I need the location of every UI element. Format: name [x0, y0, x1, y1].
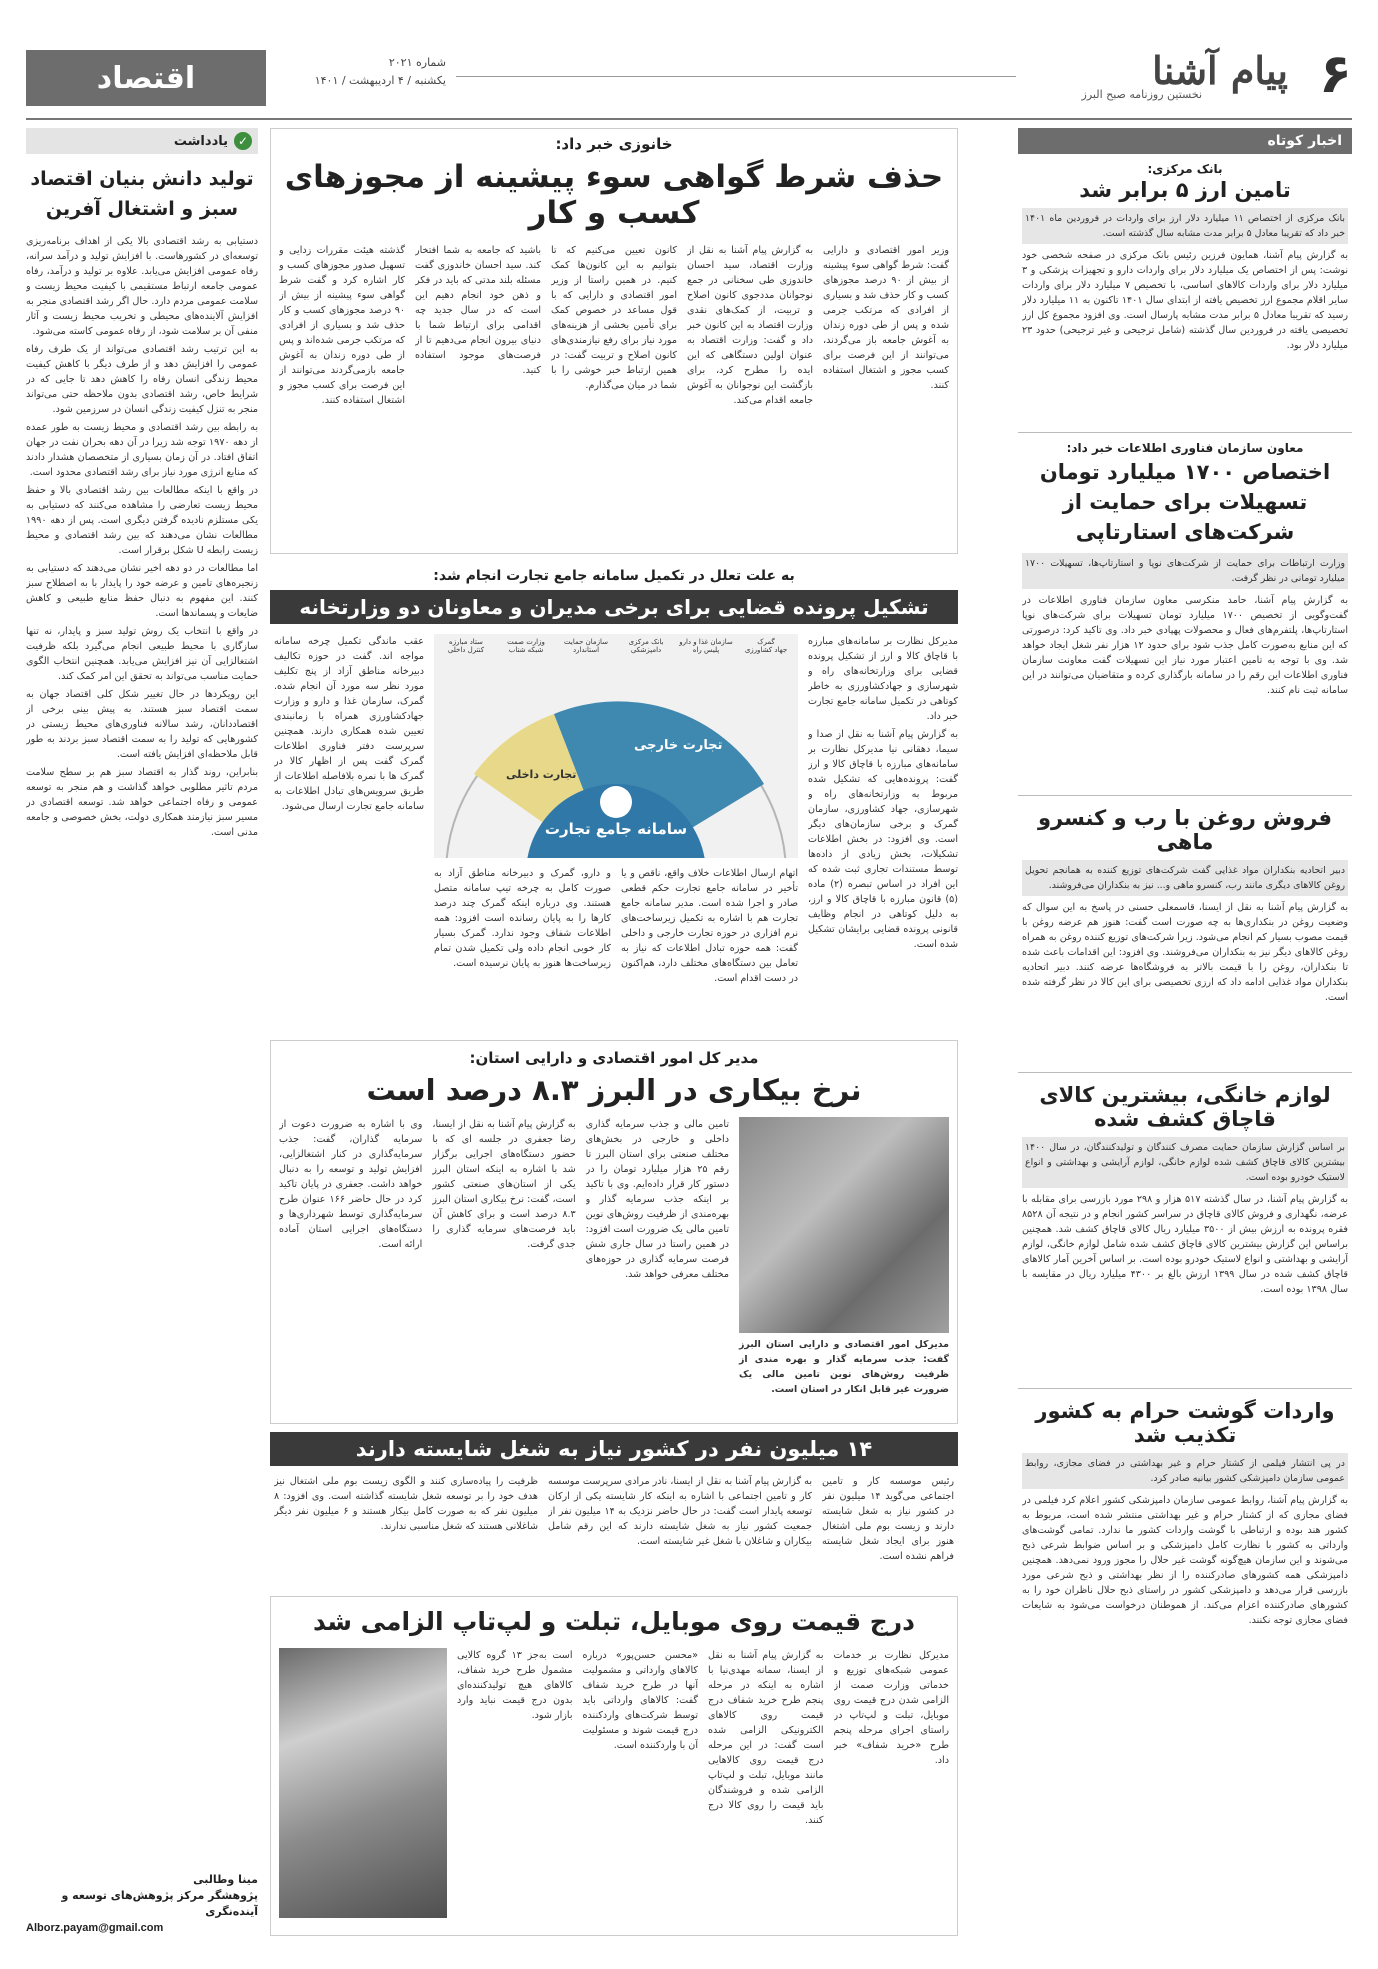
paragraph: به گزارش پیام آشنا به نقل از صدا و سیما، دهقانی نیا مدیرکل نظارت بر سامانه‌های مبارزه با قاچاق کالا و ارز گفت: پرونده‌هایی که تشکیل شده مربوط به وزارتخانه‌های راه و شهرسازی، جهاد کشاورزی، سازمان گمرک و برخی سازمان‌های دیگر است. وی افزود: در بخش اطلاعات تشکیلات، بخش زیادی از داده‌ها توسط مستندات تجاری ثبت شده که این افراد در اساس تبصره (۲) ماده (۵) قانون مبارزه با قاچاق کالا و ارز، به دلیل کوتاهی در انجام وظایف قانونی پرونده قضایی برایشان تشکیل شده است.: [808, 729, 958, 950]
editorial-title: تولید دانش بنیان اقتصاد سبز و اشتغال آفرین: [30, 168, 254, 220]
paragraph: مدیرکل نظارت بر سامانه‌های مبارزه با قاچاق کالا و ارز از تشکیل پرونده قضایی برای وزارتخانه‌های راه و شهرسازی و جهادکشاورزی به خاطر کوتاهی در تکمیل سامانه جامع تجارت خبر داد.: [808, 636, 958, 722]
second-story-col: [808, 634, 958, 1038]
sidebar-item-body: به گزارش پیام آشنا، در سال گذشته ۵۱۷ هزار و ۲۹۸ مورد بازرسی برای مقابله با عرضه، نگهداری و فروش کالای قاچاق در سراسر کشور انجام و در نتیجه آن ۸۵۲۸ فقره پرونده به ارزش بیش از ۳۵۰۰ میلیارد ریال کالای قاچاق کشف شد. همچنین براساس این گزارش بیشترین کالای قاچاق کشف شده شامل لوازم خانگی، لوازم آرایشی و بهداشتی و انواع لاستیک خودرو بوده است. بر اساس آخرین آمار کالاهای قاچاق کشف شده در سال ۱۳۹۹ ارزش بالغ بر ۴۳۰۰ میلیارد ریال در مقایسه با سال ۱۳۹۸ بوده است.: [1022, 1194, 1348, 1295]
second-story-title-bar: [270, 590, 958, 624]
third-story-photo-block: [739, 1117, 949, 1417]
third-story-body: [271, 1117, 957, 1417]
sidebar-item-lead: در پی انتشار فیلمی از کشتار حرام و غیر بهداشتی در فضای مجازی، روابط عمومی سازمان دامپزشکی کشور بیانیه صادر کرد.: [1022, 1453, 1348, 1489]
sidebar-item-lead: بر اساس گزارش سازمان حمایت مصرف کنندگان و تولیدکنندگان، در سال ۱۴۰۰ بیشترین کالای قاچاق کشف شده لوازم خانگی، لوازم آرایشی و بهداشتی و انواع لاستیک خودرو بوده است.: [1022, 1137, 1348, 1188]
issue-date: یکشنبه / ۴ اردیبهشت / ۱۴۰۱: [314, 74, 446, 87]
sidebar-item-body: به گزارش پیام آشنا، روابط عمومی سازمان دامپزشکی کشور اعلام کرد فیلمی در فضای مجازی که از کشتار حرام و غیر بهداشتی منتشر شده است، مربوط به کشور هند بوده و ارتباطی با گوشت واردات کشور ما ندارد. تمامی گوشت‌های وارداتی به کشور با نظارت کامل دامپزشکی و بر اساس ضوابط شرعی ذبح می‌شوند و این سازمان هیچ‌گونه گوشت غیر حلال را مجوز ورود نمی‌دهد. همچنین دامپزشکی همه کشورهای صادرکننده را از نظر بهداشتی و ذبح شرعی مورد بازرسی قرار می‌دهد و دامپزشکی کشور در راستای ذبح حلال ناظران خود را به کشورهای صادرکننده اعزام می‌کند. از هموطنان درخواست می‌شود به شایعات فضای مجازی توجه نکنند.: [1022, 1495, 1348, 1626]
editorial: [26, 128, 258, 1936]
second-story-lower: [434, 866, 798, 1038]
second-story-center: [434, 634, 798, 1038]
masthead: [26, 42, 1352, 120]
fourth-story-col: رئیس موسسه کار و تامین اجتماعی می‌گوید ۱۴ میلیون نفر در کشور نیاز به شغل شایسته دارند و زیست بوم ملی اشتغال هنوز برای ایجاد شغل شایسته فراهم نشده است.: [822, 1476, 954, 1562]
third-story-col: وی با اشاره به ضرورت دعوت از سرمایه گذاران، گفت: جذب سرمایه‌گذاری در کنار اشتغالزایی، افزایش تولید و توسعه را به دنبال خواهد داشت. جعفری در پایان تاکید کرد در حال حاضر ۱۶۶ عنوان طرح سرمایه‌گذاری توسط شهرداری‌ها و دستگاه‌های اجرایی استان آماده ارائه است.: [279, 1119, 423, 1250]
sidebar-item-lead: دبیر اتحادیه بنکداران مواد غذایی گفت شرکت‌های توزیع کننده به همانجم تحویل روغن کالاهای دیگری مانند رب، کنسرو ماهی و... نیز به بنکداران می‌فروشند.: [1022, 860, 1348, 896]
sidebar-item: [1018, 1389, 1352, 1839]
second-story-col: و دارو، گمرک و دبیرخانه مناطق آزاد به صورت کامل به چرخه تیپ سامانه متصل هستند. وی درباره اینکه گمرک چند درصد کارها را به پایان رسانده است افزود: همه اطلاعات شفاف وجود ندارد. گمرک بسیار کار خوبی انجام داده ولی تکمیل شدن تمام زیرساخت‌ها هنوز به پایان نرسیده است.: [434, 868, 611, 969]
main-story-title: حذف شرط گواهی سوء پیشینه از مجوزهای کسب و کار: [284, 159, 944, 231]
main-story-col: وزیر امور اقتصادی و دارایی گفت: شرط گواهی سوء پیشینه از بیش از ۹۰ درصد مجوزهای کسب و کار حذف شد و بسیاری از افرادی که مرتکب جرمی شده و پس از طی دوره زندان به آغوش جامعه باز می‌گردند، می‌توانند از این فرصت برای کسب مجوز و اشتغال استفاده کنند.: [823, 245, 949, 391]
fifth-story-body: [271, 1648, 957, 1918]
main-story-col: باشید که جامعه به شما افتخار کند. سید احسان خاندوزی گفت مسئله بلند مدتی که باید در فکر و ذهن خود انجام دهیم این است که در سال جدید چه اقدامی برای ارتباط شما با دنیای بیرون انجام می‌دهیم تا از فرصت‌های موجود استفاده کنید.: [415, 245, 541, 376]
fourth-story-title: ۱۴ میلیون نفر در کشور نیاز به شغل شایسته دارند: [355, 1437, 873, 1461]
paragraph: در واقع با انتخاب یک روش تولید سبز و پایدار، نه تنها سازگاری با محیط طبیعی انجام می‌گیرد بلکه ظرفیت اشتغالزایی آن نیز افزایش می‌یابد. همچنین انتخاب الگوی حمایت مناسب می‌تواند به تحقق این امر کمک کند.: [26, 626, 258, 682]
paragraph: به این ترتیب رشد اقتصادی می‌تواند از یک طرف رفاه عمومی را افزایش دهد و از طرف دیگر با کاهش کیفیت محیط زندگی انسان رفاه را کاهش دهد تا جایی که در شرایط خاص، رشد اقتصادی بدون ملاحظه حتی می‌تواند منجر به تنزل کیفیت زندگی انسان در سرزمین شود.: [26, 344, 258, 415]
diagram-ring2-label: تجارت داخلی: [506, 768, 577, 781]
paragraph: بنابراین، روند گذار به اقتصاد سبز هم بر سطح سلامت مردم تاثیر مطلوبی خواهد گذاشت و هم منجر به توسعه عمومی و رفاه اجتماعی خواهد شد. توسعه اقتصادی در مسیر سبز نیازمند همکاری دولت، بخش خصوصی و جامعه مدنی است.: [26, 767, 258, 838]
second-story-body: [270, 634, 958, 1038]
sidebar-header: [1018, 128, 1352, 154]
second-story-col: عقب ماندگی تکمیل چرخه سامانه مواجه اند. گفت در حوزه تکالیف دبیرخانه مناطق آزاد از پنج تکلیف مورد نظر سه مورد آن انجام شده. گمرک، سازمان غذا و دارو و وزارت جهادکشاورزی همراه با زمانبندی تعیین شده همکاری دارند. همچنین سرپرست دفتر فناوری اطلاعات گمرک گفت پس از اظهار کالا در گمرک ها با نمره بلافاصله اطلاعات از طریق سرویس‌های تبادل اطلاعات به سامانه جامع تجارت ارسال می‌شود.: [274, 636, 424, 812]
section-title: اقتصاد: [96, 60, 196, 96]
editorial-signature: [26, 1872, 258, 1936]
main-story-kicker: خانوزی خبر داد:: [555, 135, 673, 153]
paragraph: در واقع با اینکه مطالعات بین رشد اقتصادی بالا و حفظ محیط زیست تعارضی را مشاهده می‌کنند که دستیابی به یکی مستلزم نادیده گرفتن دیگری است. پس از دهه ۱۹۹۰ مطالعات نشان می‌دهند که بین رشد اقتصادی و محیط زیست رابطه U شکل برقرار است.: [26, 485, 258, 556]
diagram-center-label: سامانه جامع تجارت: [544, 820, 688, 838]
emblem: [600, 786, 632, 818]
main-story: [270, 128, 958, 554]
agency-logo: سازمان غذا و دارو: [679, 638, 733, 646]
masthead-rule: [456, 76, 1016, 77]
paragraph: دستیابی به رشد اقتصادی بالا یکی از اهداف برنامه‌ریزی توسعه‌ای در کشورهاست. با افزایش تولید و درآمد سرانه، رفاه عمومی افزایش می‌یابد. علاوه بر تولید و درآمد، رفاه عمومی جامعه ارتباط مستقیمی با کیفیت محیط زیست و سلامت عمومی مردم دارد. حال اگر رشد اقتصادی منجر به افزایش آلاینده‌های محیطی و تخریب محیط زیست و آثار منفی آن بر سلامت شود، از رفاه عمومی کاسته می‌شود.: [26, 236, 258, 337]
sidebar-item: [1018, 796, 1352, 1073]
sidebar-item: [1018, 154, 1352, 433]
author-affiliation: پژوهشگر مرکز پژوهش‌های توسعه و آینده‌نگری: [61, 1889, 258, 1918]
fifth-story-title: درج قیمت روی موبایل، تبلت و لپ‌تاپ الزامی شد: [312, 1607, 916, 1636]
men-photo: [739, 1117, 949, 1333]
editorial-body: [26, 234, 258, 1844]
fifth-story-col: «محسن حسن‌پور» درباره کالاهای وارداتی و مشمولیت آنها در طرح خرید شفاف گفت: کالاهای وارداتی باید توسط شرکت‌های واردکننده درج قیمت شوند و مسئولیت آن با واردکننده است.: [582, 1650, 698, 1751]
diagram-ring1-label: تجارت خارجی: [634, 738, 723, 753]
section-banner: [26, 50, 266, 106]
third-story-col: تامین مالی و جذب سرمایه گذاری داخلی و خارجی در بخش‌های مختلف صنعتی برای استان البرز تا رقم ۲۵ هزار میلیارد تومان را در دستور کار قرار داده‌ایم. وی با تاکید بر اینکه جذب سرمایه گذار و بهره‌مندی از ظرفیت روش‌های نوین تامین مالی یک ضرورت است افزود: در همین راستا در سال جاری شش فرصت سرمایه گذاری در حوزه‌های مختلف معرفی خواهد شد.: [585, 1119, 729, 1280]
fourth-story-body: [270, 1474, 958, 1580]
sidebar-item-title: فروش روغن با رب و کنسرو ماهی: [1037, 806, 1333, 854]
agency-logo: سازمان حمایت: [564, 638, 608, 646]
sidebar-item-body: به گزارش پیام آشنا، حامد منکرسی معاون سازمان فناوری اطلاعات در گفت‌وگویی از تخصیص ۱۷۰۰ میلیارد تومان تسهیلات برای شرکت‌های نوپا استارتاپ‌ها، پلتفرم‌های فعال و محصولات پهپادی خبر داد. وی تاکید کرد: درصورتی که این منابع به‌صورت کامل جذب شود برای حدود ۱۲ هزار نفر شغل ایجاد خواهد شد. وی با توجه به تامین اعتبار مورد نیاز این تسهیلات گفت معاونت سازمان فناوری اطلاعات این رقم را در سامانه بارگذاری کرده و متقاضیان می‌توانند در این سامانه ثبت نام کنند.: [1022, 595, 1348, 696]
sidebar-title: اخبار کوتاه: [1267, 133, 1342, 149]
sidebar-item-title: تامین ارز ۵ برابر شد: [1079, 178, 1291, 202]
second-story-kicker: به علت تعلل در تکمیل سامانه جامع تجارت انجام شد:: [433, 568, 795, 584]
second-story-title: تشکیل پرونده قضایی برای برخی مدیران و معاونان دو وزارتخانه: [299, 595, 929, 619]
author-email[interactable]: Alborz.payam@gmail.com: [26, 1922, 164, 1934]
third-story-kicker: مدیر کل امور اقتصادی و دارایی استان:: [469, 1049, 759, 1067]
phone-shop-photo: [279, 1648, 447, 1918]
check-icon: ✓: [234, 132, 252, 150]
editorial-tag-bar: [26, 128, 258, 154]
sidebar-item-title: واردات گوشت حرام به کشور تکذیب شد: [1035, 1399, 1335, 1447]
fifth-story-col: به گزارش پیام آشنا به نقل از ایسنا، سمانه مهدی‌نیا با اشاره به اینکه در مرحله پنجم طرح خرید شفاف درج قیمت روی کالاهای الکترونیکی الزامی شده است گفت: در این مرحله درج قیمت روی کالاهایی مانند موبایل، تبلت و لپ‌تاپ الزامی شده و فروشندگان باید قیمت را روی کالا درج کنند.: [708, 1650, 824, 1826]
main-story-col: گذشته هیئت مقررات زدایی و تسهیل صدور مجوزهای کسب و کار اشاره کرد و گفت شرط گواهی سوء پیشینه از بیش از ۹۰ درصد مجوزهای کسب و کار حذف شد و بسیاری از افرادی که مرتکب جرمی شده‌اند و پس از طی دوره زندان به آغوش جامعه بازمی‌گردند می‌توانند از این فرصت برای کسب مجوز و اشتغال استفاده کنند.: [279, 245, 405, 406]
page-number: ۶: [1319, 42, 1352, 105]
agency-logo: شبکه شتاب: [508, 646, 544, 654]
issue-number: شماره ۲۰۲۱: [388, 56, 446, 69]
agency-logo: وزارت صمت: [507, 638, 545, 646]
editorial-tag: یادداشت: [173, 133, 228, 149]
third-story-col: به گزارش پیام آشنا به نقل از ایسنا، رضا جعفری در جلسه ای که با حضور دستگاه‌های اجرایی برگزار شد با اشاره به اینکه استان البرز یکی از استان‌های صنعتی کشور است، گفت: نرخ بیکاری استان البرز ۸.۳ درصد است و برای کاهش آن باید فرصت‌های سرمایه گذاری را جدی گرفت.: [432, 1119, 576, 1250]
sidebar-item-title: لوازم خانگی، بیشترین کالای قاچاق کشف شده: [1039, 1083, 1331, 1131]
sidebar-short-news: [1018, 128, 1352, 1936]
sidebar-item-kicker: معاون سازمان فناوری اطلاعات خبر داد:: [1066, 441, 1304, 455]
issue-info: [276, 54, 446, 90]
main-story-col: به گزارش پیام آشنا به نقل از وزارت اقتصاد، سید احسان خاندوزی طی سخنانی در جمع نوجوانان مددجوی کانون اصلاح و تربیت، از کمک‌های نقدی وزارت اقتصاد به این کانون خبر داد و گفت: وزارت اقتصاد به عنوان اولین دستگاهی که این ایده را مطرح کرد، برای بازگشت این نوجوانان به آغوش جامعه اقدام می‌کند.: [687, 245, 813, 406]
sidebar-item-lead: بانک مرکزی از اختصاص ۱۱ میلیارد دلار ارز برای واردات در فروردین ماه ۱۴۰۱ خبر داد که تقریبا معادل ۵ برابر مدت مشابه سال گذشته است.: [1022, 208, 1348, 244]
paragraph: اما مطالعات در دو دهه اخیر نشان می‌دهند که دستیابی به زنجیره‌های تامین و عرضه خود را پایدار با به اصطلاح سبز کنند. این مفهوم به دنبال حفظ منابع طبیعی و کاهش ضایعات و پسماندها است.: [26, 563, 258, 619]
fourth-story-col: ظرفیت را پیاده‌سازی کنند و الگوی زیست بوم ملی اشتغال نیز هدف خود را بر توسعه شغل شایسته گذاشته است. وی افزود: ۸ میلیون نفر که به صورت کامل بیکار هستند و ۶ میلیون نفر دیگر شاغلانی هستند که شغل مناسبی ندارند.: [274, 1476, 538, 1532]
agency-logo: جهاد کشاورزی: [744, 646, 788, 654]
trade-system-diagram: [434, 634, 798, 858]
agency-logo: دامپزشکی: [630, 646, 662, 654]
fourth-story-title-bar: [270, 1432, 958, 1466]
sidebar-item-body: به گزارش پیام آشنا، همایون فرزین رئیس بانک مرکزی در صفحه شخصی خود نوشت: پس از اختصاص یک میلیارد دلار برای واردات دارو و تجهیزات پزشکی و ۳ میلیارد دلار برای واردات کالاهای اساسی، با تخصیص ۷ میلیارد دلار برای واردات سایر اقلام مجموع ارز تخصیص یافته از ابتدای سال ۱۴۰۱ تاکنون به ۱۱ میلیارد دلار رسید که تقریبا معادل ۵ برابر مدت مشابه پارسال است. وی افزود مجموع کل ارز تخصیصی یافته در فروردین سال گذشته (شامل ترجیحی و غیر ترجیحی) حدود ۲۳ میلیارد دلار بود.: [1022, 250, 1348, 351]
main-story-col: کانون تعیین می‌کنیم که تا بتوانیم به این کانون‌ها کمک کنیم. در همین راستا از وزیر امور اقتصادی و دارایی که با قول مساعد در خصوص کمک برای تأمین بخشی از هزینه‌های مورد نیاز برای رفع نیازمندی‌های کانون اصلاح و تربیت گفت: در همین ارتباط خبر خوشی را با شما در میان می‌گذارم.: [551, 245, 677, 391]
sidebar-item-lead: وزارت ارتباطات برای حمایت از شرکت‌های نوپا و استارتاپ‌ها، تسهیلات ۱۷۰۰ میلیارد تومانی در نظر گرفت.: [1022, 553, 1348, 589]
fifth-story: [270, 1596, 958, 1936]
third-story: [270, 1040, 958, 1424]
fifth-story-col: است به‌جز ۱۳ گروه کالایی مشمول طرح خرید شفاف، کالاهای هیچ تولیدکننده‌ای بدون درج قیمت نباید وارد بازار شود.: [457, 1650, 573, 1721]
agency-logo: پلیس راه: [692, 646, 720, 654]
agency-logo: ستاد مبارزه: [449, 638, 483, 646]
agency-logo: استاندارد: [572, 646, 600, 654]
fifth-story-col: مدیرکل نظارت بر خدمات عمومی شبکه‌های توزیع و خدماتی وزارت صمت از الزامی شدن درج قیمت روی موبایل، تبلت و لپ‌تاپ در راستای اجرای مرحله پنجم طرح «خرید شفاف» خبر داد.: [833, 1650, 949, 1766]
second-story: [270, 568, 958, 1038]
agency-logo: کنترل داخلی: [447, 646, 485, 654]
sidebar-item-body: به گزارش پیام آشنا به نقل از ایسنا، قاسمعلی حسنی در پاسخ به این سوال که وضعیت روغن در بنکداری‌ها به چه صورت است گفت: هنوز هم عرضه روغن با قیمت مصوب بسیار کم انجام می‌شود. زیرا شرکت‌های توزیع کننده روغن به همراه روغن کالاهای دیگر نیز به بنکداران می‌فروشند. وی افزود: این اقدامات باعث شده تا بنکداران، روغن را با قیمت بالاتر به فروشگاه‌ها عرضه کنند. دبیر اتحادیه بنکداران مواد غذایی ادامه داد که ارزی تخصیصی برای این کالا در نظر گرفته شده است.: [1022, 902, 1348, 1003]
paragraph: به رابطه بین رشد اقتصادی و محیط زیست به طور عمده از دهه ۱۹۷۰ توجه شد زیرا در آن دهه بحران نفت در جهان اتفاق افتاد. در آن زمان بسیاری از متخصصان هشدار دادند که منابع انرژی مورد نیاز برای رشد اقتصادی محدود است.: [26, 422, 258, 478]
fourth-story: [270, 1432, 958, 1588]
main-story-columns: [271, 243, 957, 543]
paragraph: این رویکردها در حال تغییر شکل کلی اقتصاد جهان به سمت اقتصاد سبز هستند. به پیش بینی برخی از اقتصاددانان، رشد سالانه فناوری‌های محیط زیستی در کشورهایی که تولید را به سمت اقتصاد سبز بردند به طور قابل ملاحظه‌ای افزایش یافته است.: [26, 689, 258, 760]
sidebar-item: [1018, 433, 1352, 796]
agency-logo: بانک مرکزی: [628, 638, 664, 646]
sidebar-item: [1018, 1073, 1352, 1389]
third-story-title: نرخ بیکاری در البرز ۸.۳ درصد است: [366, 1073, 862, 1107]
newspaper-logo: پیام آشنا: [1152, 48, 1288, 93]
agency-logo: گمرک: [757, 638, 775, 646]
sidebar-item-kicker: بانک مرکزی:: [1147, 162, 1223, 176]
sidebar-item-title: اختصاص ۱۷۰۰ میلیارد تومان تسهیلات برای حمایت از شرکت‌های استارتاپی: [1039, 460, 1331, 544]
tagline: نخستین روزنامه صبح البرز: [1081, 88, 1202, 101]
photo-caption: مدیرکل امور اقتصادی و دارایی استان البرز گفت: جذب سرمایه گذار و بهره مندی از ظرفیت روش‌های نوین تامین مالی یک ضرورت غیر قابل انکار در استان است.: [739, 1339, 949, 1395]
fourth-story-col: به گزارش پیام آشنا به نقل از ایسنا، نادر مرادی سرپرست موسسه کار و تامین اجتماعی با اشاره به اینکه کار شایسته یکی از ارکان توسعه پایدار است گفت: در حال حاضر نزدیک به ۱۴ میلیون نفر از جمعیت کشور نیاز به شغل شایسته دارند که این رقم شامل بیکاران و شاغلان با شغل غیر شایسته است.: [548, 1476, 812, 1547]
second-story-col: اتهام ارسال اطلاعات خلاف واقع، ناقص و یا تأخیر در سامانه جامع تجارت حکم قطعی صادر و اجرا شده است. مدیر سامانه جامع تجارت هم با اشاره به تکمیل زیرساخت‌های نرم افزاری در حوزه تجارت خارجی و داخلی گفت: همه حوزه تبادل اطلاعات که نیاز به تعامل بین دستگاه‌های مختلف دارد، هم‌اکنون در دست اقدام است.: [621, 868, 798, 984]
author-name: مینا وطالبی: [193, 1873, 258, 1886]
